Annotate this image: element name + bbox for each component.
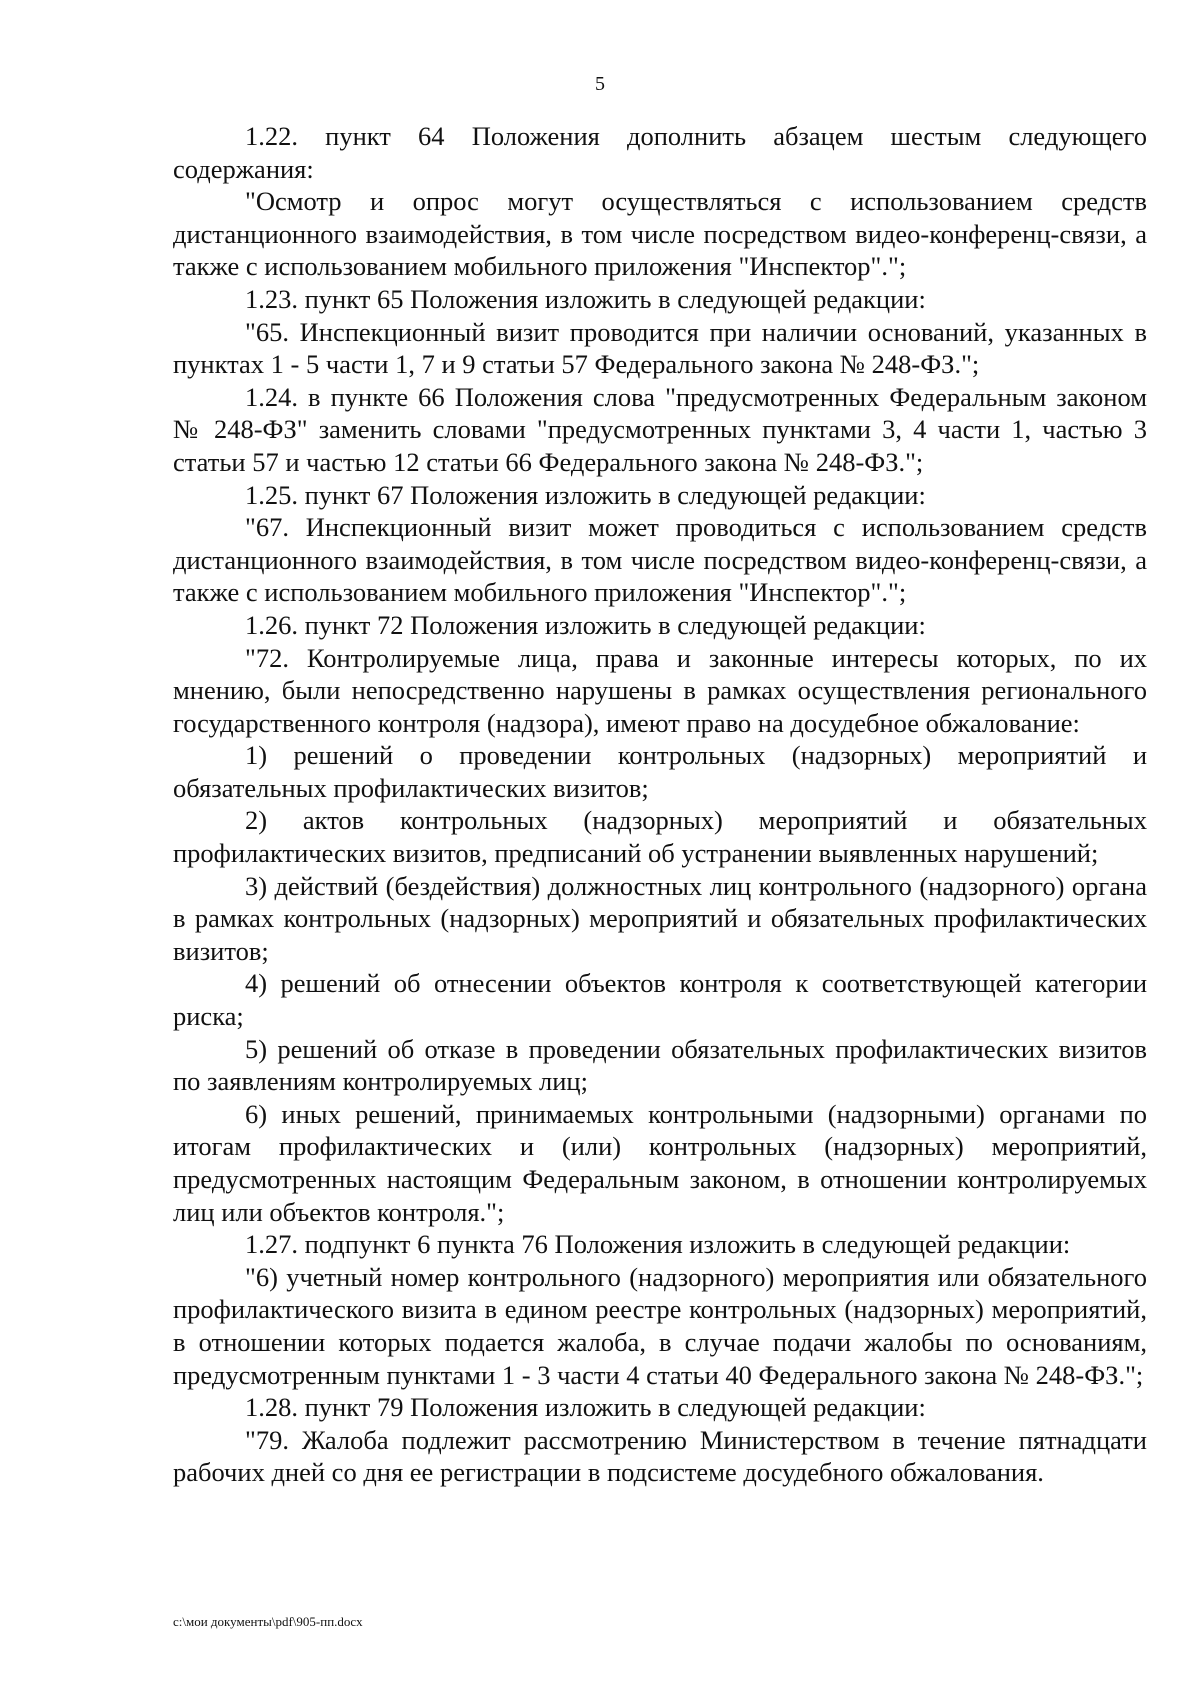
list-item-6: 6) иных решений, принимаемых контрольными (надзорными) органами по итогам профилактических и (или) контрольных (надзорных) мероприятий, предусмотренных настоящим Федеральным законом, в отношении контролируемых лиц или объектов контроля."; xyxy=(173,1098,1147,1227)
footer-file-path: c:\мои документы\pdf\905-пп.docx xyxy=(173,1614,363,1629)
list-item-4: 4) решений об отнесении объектов контроля к соответствующей категории риска; xyxy=(173,968,1147,1032)
paragraph-quote-inspection: "Осмотр и опрос могут осуществляться с использованием средств дистанционного взаимодействия, в том числе посредством видео-конференц-связи, а также с использованием мобильного приложения "Инспектор"."; xyxy=(173,186,1147,282)
list-item-3: 3) действий (бездействия) должностных лиц контрольного (надзорного) органа в рамках контрольных (надзорных) мероприятий и обязательных профилактических визитов; xyxy=(173,870,1147,966)
paragraph-1-23: 1.23. пункт 65 Положения изложить в следующей редакции: xyxy=(245,283,926,314)
list-item-1: 1) решений о проведении контрольных (надзорных) мероприятий и обязательных профилактических визитов; xyxy=(173,740,1147,803)
paragraph-1-24: 1.24. в пункте 66 Положения слова "предусмотренных Федеральным законом № 248-ФЗ" заменить словами "предусмотренных пунктами 3, 4 части 1, частью 3 статьи 57 и частью 12 статьи 66 Федерального закона № 248-ФЗ."; xyxy=(173,381,1147,477)
paragraph-1-26: 1.26. пункт 72 Положения изложить в следующей редакции: xyxy=(245,609,926,640)
paragraph-1-28: 1.28. пункт 79 Положения изложить в следующей редакции: xyxy=(245,1392,926,1423)
list-item-2: 2) актов контрольных (надзорных) мероприятий и обязательных профилактических визитов, предписаний об устранении выявленных нарушений; xyxy=(173,805,1147,869)
paragraph-quote-6: "6) учетный номер контрольного (надзорного) мероприятия или обязательного профилактического визита в едином реестре контрольных (надзорных) мероприятий, в отношении которых подается жалоба, в случае подачи жалобы по основаниям, предусмотренным пунктами 1 - 3 части 4 статьи 40 Федерального закона № 248-ФЗ."; xyxy=(173,1261,1147,1390)
paragraph-1-25: 1.25. пункт 67 Положения изложить в следующей редакции: xyxy=(245,479,926,510)
paragraph-quote-67: "67. Инспекционный визит может проводиться с использованием средств дистанционного взаимодействия, в том числе посредством видео-конференц-связи, а также с использованием мобильного приложения "Инспектор"."; xyxy=(173,512,1147,608)
paragraph-quote-65: "65. Инспекционный визит проводится при наличии оснований, указанных в пунктах 1 - 5 части 1, 7 и 9 статьи 57 Федерального закона № 248-ФЗ."; xyxy=(173,316,1147,380)
page-number: 5 xyxy=(595,73,605,95)
list-item-5: 5) решений об отказе в проведении обязательных профилактических визитов по заявлениям контролируемых лиц; xyxy=(173,1033,1147,1097)
document-body xyxy=(173,120,1147,1489)
paragraph-quote-72: "72. Контролируемые лица, права и законные интересы которых, по их мнению, были непосредственно нарушены в рамках осуществления регионального государственного контроля (надзора), имеют право на досудебное обжалование: xyxy=(173,642,1147,738)
paragraph-1-22: 1.22. пункт 64 Положения дополнить абзацем шестым следующего содержания: xyxy=(173,121,1147,184)
paragraph-quote-79: "79. Жалоба подлежит рассмотрению Министерством в течение пятнадцати рабочих дней со дня ее регистрации в подсистеме досудебного обжалования. xyxy=(173,1424,1147,1488)
paragraph-1-27: 1.27. подпункт 6 пункта 76 Положения изложить в следующей редакции: xyxy=(245,1229,1071,1260)
